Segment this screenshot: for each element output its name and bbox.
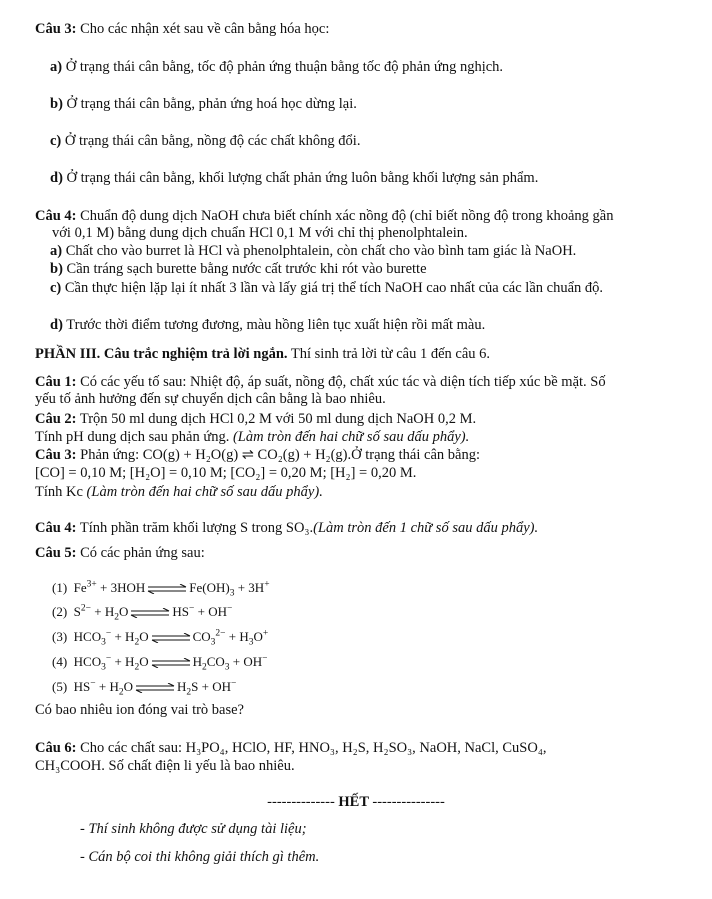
option-text: Ở trạng thái cân bằng, nồng độ các chất không đổi. — [61, 133, 361, 149]
s3-line3 — [35, 484, 323, 501]
s5-label: Câu 5: — [35, 545, 77, 561]
q3-label: Câu 3: — [35, 21, 77, 37]
s4-line — [35, 520, 538, 537]
reaction-5: (5) $HS^- + H_2O$ $H_2S + OH^-$ — [52, 678, 237, 698]
s4-note: (Làm tròn đến 1 chữ số sau dấu phẩy). — [313, 520, 539, 536]
q3-option-c — [50, 133, 360, 150]
end-marker — [0, 794, 712, 811]
option-text: Cần tráng sạch burette bằng nước cất trước khi rót vào burette — [62, 261, 427, 277]
s2-line2 — [35, 429, 469, 446]
option-text: Chất cho vào burret là HCl và phenolphtalein, còn chất cho vào bình tam giác là NaOH. — [62, 243, 577, 259]
s1-text: Có các yếu tố sau: Nhiệt độ, áp suất, nồng độ, chất xúc tác và diện tích tiếp xúc bề mặt. Số — [76, 374, 606, 390]
s3-label: Câu 3: — [35, 447, 77, 463]
q4-stem-line2: với 0,1 M) bằng dung dịch chuẩn HCl 0,1 M với chỉ thị phenolphtalein. — [52, 225, 468, 241]
option-label: b) — [50, 96, 63, 112]
equilibrium-arrow-icon — [151, 633, 191, 643]
s1-label: Câu 1: — [35, 374, 77, 390]
q4-option-a — [50, 243, 576, 260]
q3-option-a — [50, 59, 503, 76]
equilibrium-arrow-icon — [147, 584, 187, 594]
option-text: Trước thời điểm tương đương, màu hồng liên tục xuất hiện rồi mất màu. — [62, 317, 486, 333]
equilibrium-arrow-icon — [151, 658, 191, 668]
s5-question: Có bao nhiêu ion đóng vai trò base? — [35, 702, 244, 718]
option-label: d) — [50, 170, 63, 186]
option-label: c) — [50, 280, 62, 296]
option-text: Ở trạng thái cân bằng, khối lượng chất phản ứng luôn bằng khối lượng sản phẩm. — [62, 170, 539, 186]
q4-option-c — [50, 280, 603, 297]
part3-heading — [35, 346, 490, 363]
s2-line1 — [35, 411, 476, 428]
note-2 — [80, 849, 319, 866]
s6-label: Câu 6: — [35, 740, 77, 756]
option-label: a) — [50, 59, 63, 75]
s3-text3: Tính Kc — [35, 484, 87, 500]
option-label: d) — [50, 317, 63, 333]
note-2-text: - Cán bộ coi thi không giải thích gì thêm. — [80, 849, 320, 865]
equilibrium-arrow-icon — [135, 683, 175, 693]
s5-line — [35, 545, 205, 562]
s6-line2: CH₃COOH. Số chất điện li yếu là bao nhiêu. — [35, 758, 295, 774]
q4-label: Câu 4: — [35, 208, 77, 224]
part3-title: PHẦN III. Câu trắc nghiệm trả lời ngắn. — [35, 346, 288, 362]
reaction-2: (2) $S^{2-} + H_2O$ HS− + OH− — [52, 603, 233, 623]
q4-option-b — [50, 261, 427, 278]
end-dashes-left: -------------- — [267, 794, 335, 810]
q4-option-d — [50, 317, 485, 334]
note-1-text: - Thí sinh không được sử dụng tài liệu; — [80, 821, 307, 837]
q4-stem-line1 — [35, 208, 614, 225]
s1-line2: yếu tố ảnh hưởng đến sự chuyển dịch cân bằng là bao nhiêu. — [35, 391, 386, 407]
option-label: a) — [50, 243, 63, 259]
reaction-1: (1) $Fe^{3+} + 3HOH$ $Fe(OH)_3 + 3H^+$ — [52, 579, 270, 599]
s2-label: Câu 2: — [35, 411, 77, 427]
s2-note: (Làm tròn đến hai chữ số sau dấu phẩy). — [232, 429, 470, 445]
s2-text: Trộn 50 ml dung dịch HCl 0,2 M với 50 ml dung dịch NaOH 0,2 M. — [76, 411, 477, 427]
s6-text: Cho các chất sau: H₃PO₄, HClO, HF, HNO₃, H₂S, H₂SO₃, NaOH, NaCl, CuSO₄, — [76, 740, 547, 756]
option-text: Ở trạng thái cân bằng, phản ứng hoá học dừng lại. — [62, 96, 357, 112]
s3-note: (Làm tròn đến hai chữ số sau dấu phẩy). — [86, 484, 323, 500]
s1-line1 — [35, 374, 606, 391]
note-1 — [80, 821, 307, 838]
option-text: Ở trạng thái cân bằng, tốc độ phản ứng thuận bằng tốc độ phản ứng nghịch. — [62, 59, 504, 75]
s2-text2: Tính pH dung dịch sau phản ứng. — [35, 429, 233, 445]
s3-line2: [CO] = 0,10 M; [H₂O] = 0,10 M; [CO₂] = 0,20 M; [H₂] = 0,20 M. — [35, 465, 417, 481]
s6-line1 — [35, 740, 547, 757]
equilibrium-arrow-icon — [130, 608, 170, 618]
reaction-4: (4) $HCO_3^- + H_2O$ $H_2CO_3 + OH^-$ — [52, 653, 268, 673]
end-word: HẾT — [334, 794, 373, 810]
end-dashes-right: --------------- — [372, 794, 445, 810]
option-label: b) — [50, 261, 63, 277]
q3-option-d — [50, 170, 538, 187]
q3-text: Cho các nhận xét sau về cân bằng hóa học: — [76, 21, 330, 37]
q3-stem — [35, 21, 329, 38]
s4-text: Tính phần trăm khối lượng S trong SO₃. — [76, 520, 314, 536]
part3-instructions: Thí sinh trả lời từ câu 1 đến câu 6. — [287, 346, 491, 362]
reaction-3: (3) $HCO_3^- + H_2O$ $CO_3^{2-} + H_3O^+$ — [52, 628, 269, 648]
option-text: Cần thực hiện lặp lại ít nhất 3 lần và lấy giá trị thể tích NaOH cao nhất của các lần chuẩn độ. — [61, 280, 604, 296]
q3-option-b — [50, 96, 357, 113]
s3-text: Phản ứng: CO(g) + H₂O(g) ⇌ CO₂(g) + H₂(g).Ở trạng thái cân bằng: — [76, 447, 480, 463]
s4-label: Câu 4: — [35, 520, 77, 536]
s3-line1 — [35, 447, 480, 464]
s5-text: Có các phản ứng sau: — [76, 545, 205, 561]
q4-text: Chuẩn độ dung dịch NaOH chưa biết chính xác nồng độ (chỉ biết nồng độ trong khoảng gần — [76, 208, 614, 224]
option-label: c) — [50, 133, 62, 149]
